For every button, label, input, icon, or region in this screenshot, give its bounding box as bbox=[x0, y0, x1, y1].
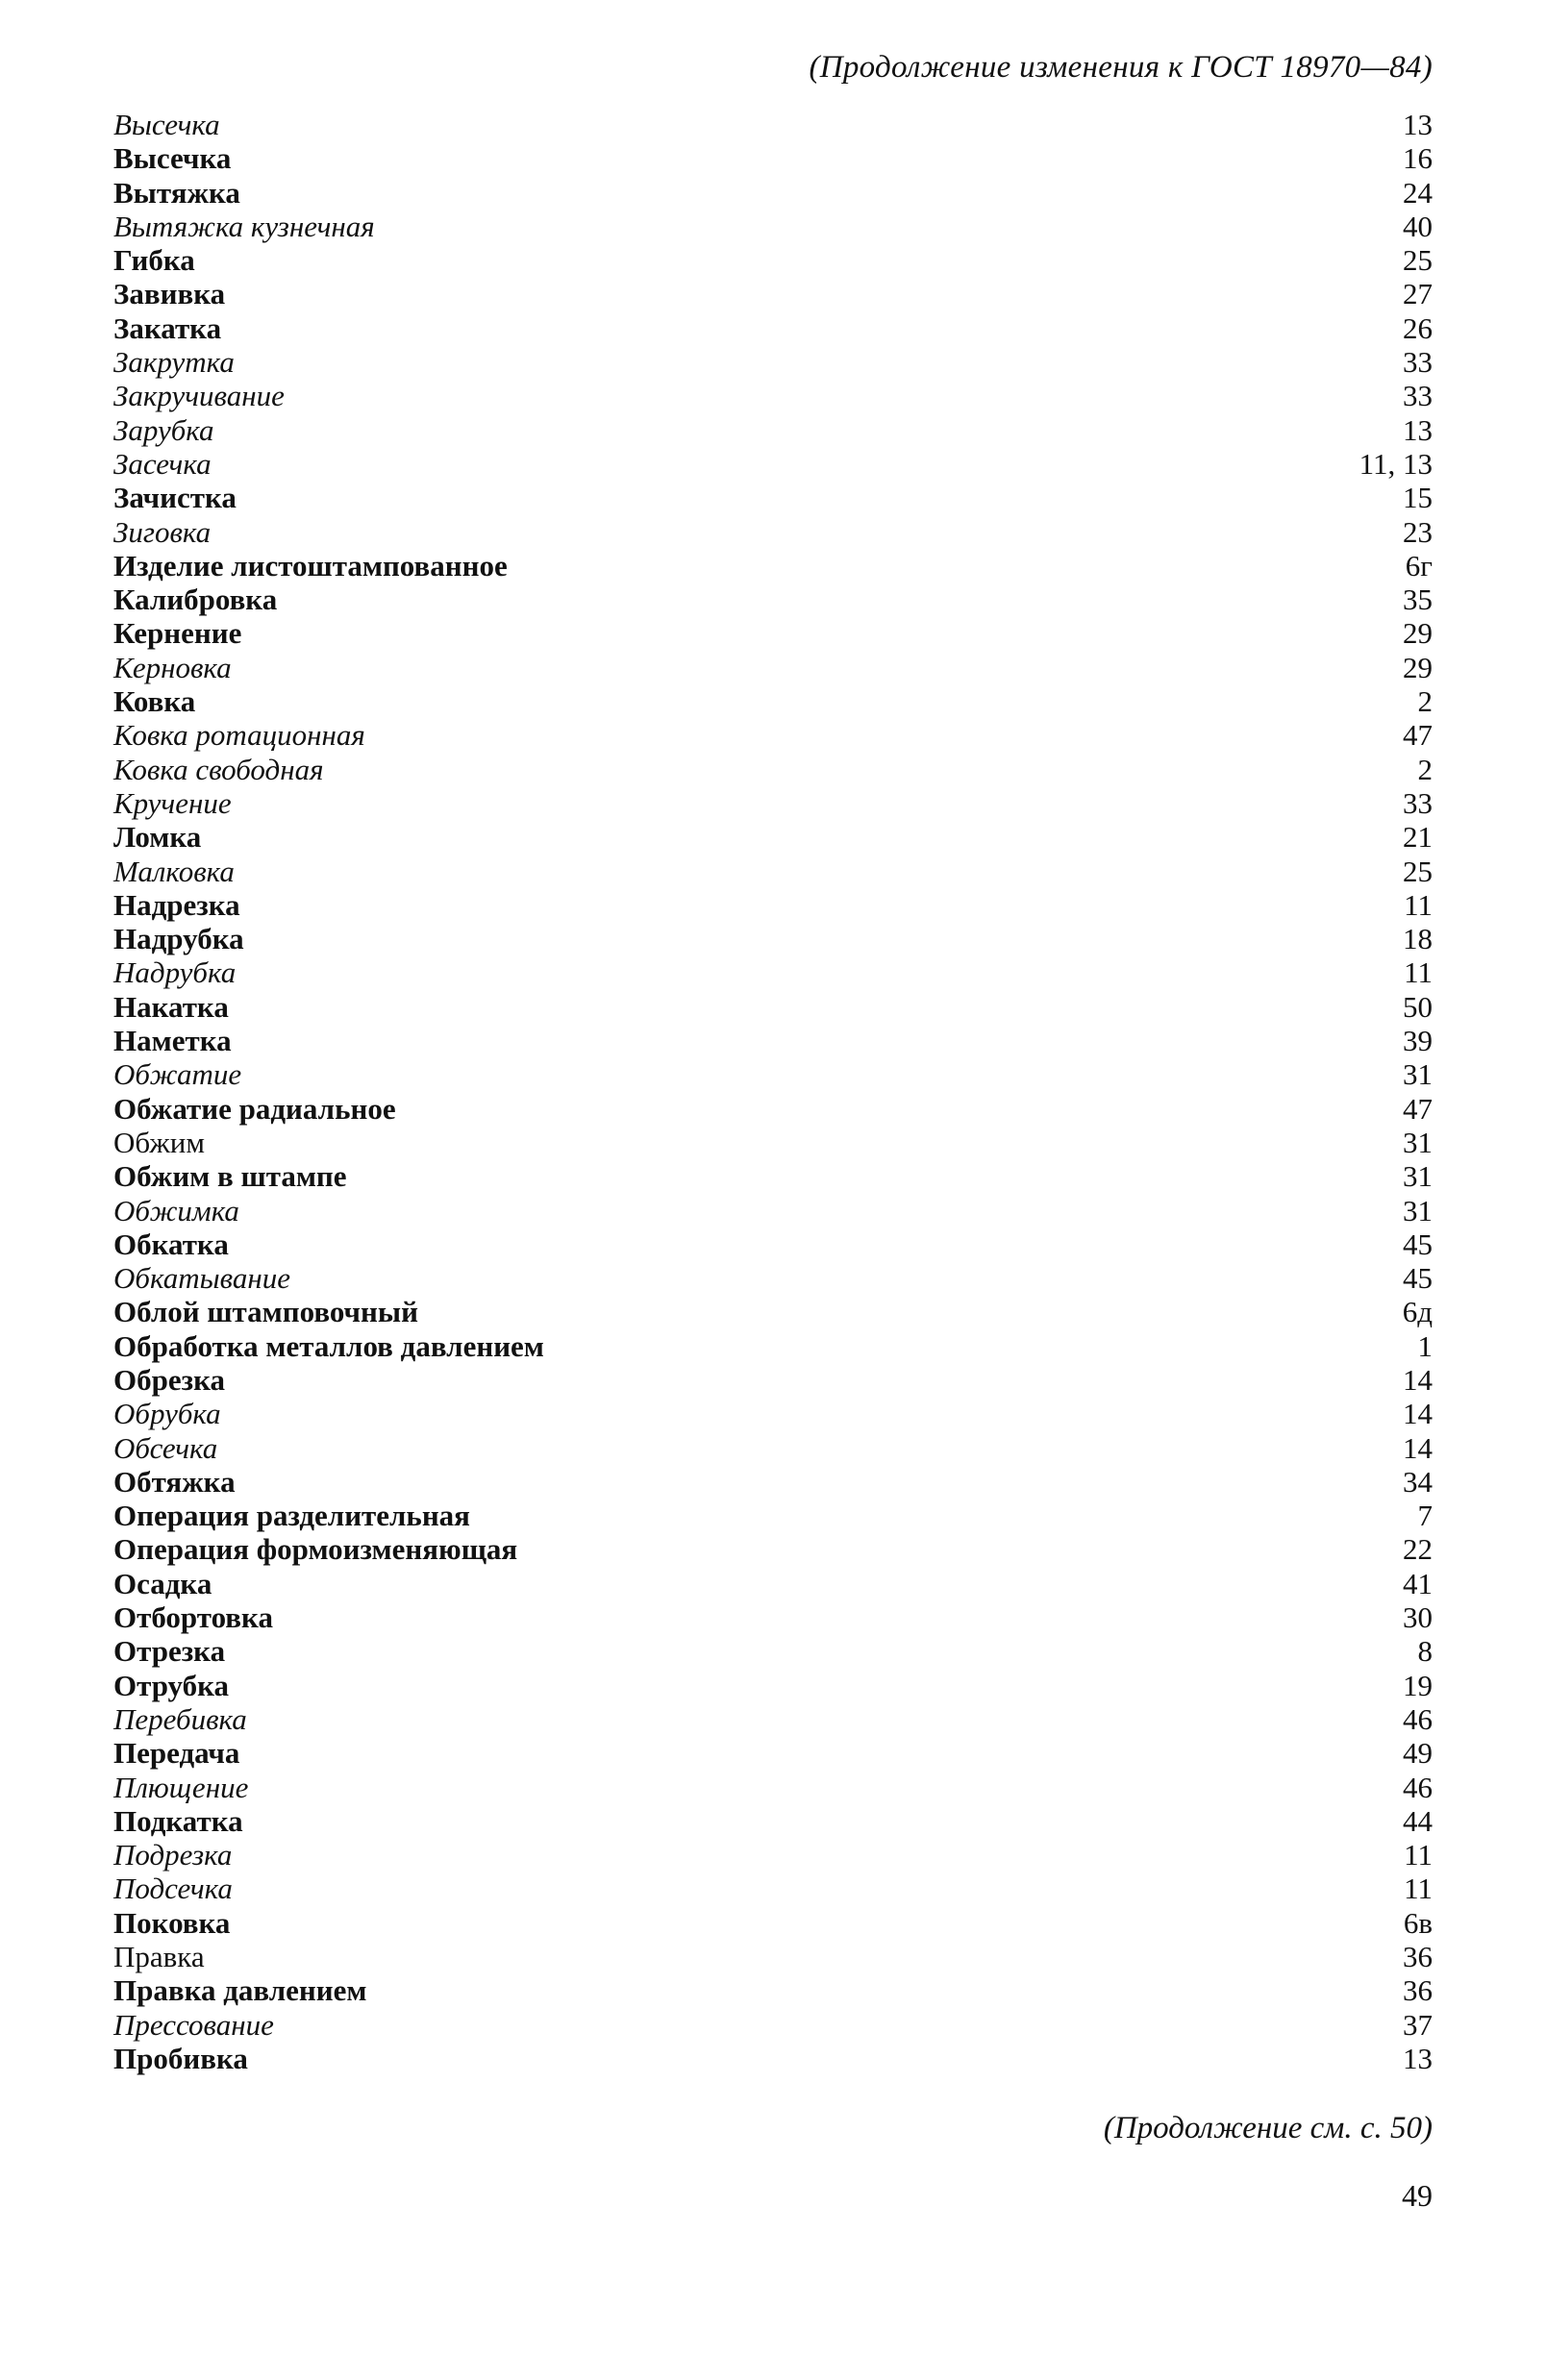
index-term: Надрубка bbox=[113, 955, 237, 990]
index-term: Зарубка bbox=[113, 412, 214, 447]
index-reference-number: 34 bbox=[1403, 1464, 1433, 1499]
index-entry bbox=[113, 1126, 1433, 1159]
index-reference-number: 31 bbox=[1403, 1057, 1433, 1092]
index-term: Правка давлением bbox=[113, 1973, 367, 2008]
page-header-continuation: (Продолжение изменения к ГОСТ 18970—84) bbox=[809, 50, 1433, 85]
index-entry bbox=[113, 1295, 1433, 1328]
index-entry bbox=[113, 1431, 1433, 1465]
index-entry bbox=[113, 1804, 1433, 1838]
index-entry bbox=[113, 1024, 1433, 1057]
index-term: Подрезка bbox=[113, 1838, 233, 1872]
index-term: Ломка bbox=[113, 820, 202, 855]
index-entry bbox=[113, 1159, 1433, 1193]
index-term: Плющение bbox=[113, 1770, 249, 1804]
index-term: Обрезка bbox=[113, 1362, 225, 1397]
index-entry bbox=[113, 1940, 1433, 1973]
index-term: Зачистка bbox=[113, 481, 237, 515]
index-reference-number: 6д bbox=[1402, 1295, 1433, 1329]
index-entry bbox=[113, 345, 1433, 379]
index-term: Обработка металлов давлением bbox=[113, 1328, 544, 1363]
index-entry bbox=[113, 1600, 1433, 1634]
index-term: Обкатка bbox=[113, 1227, 229, 1261]
index-term: Наметка bbox=[113, 1024, 232, 1058]
index-entry bbox=[113, 277, 1433, 310]
index-term: Поковка bbox=[113, 1905, 231, 1940]
index-term: Высечка bbox=[113, 141, 232, 176]
index-term: Завивка bbox=[113, 277, 226, 311]
index-term: Гибка bbox=[113, 243, 195, 278]
index-entry bbox=[113, 786, 1433, 820]
index-reference-number: 15 bbox=[1403, 481, 1433, 515]
index-reference-number: 11 bbox=[1404, 1872, 1433, 1906]
index-entry bbox=[113, 481, 1433, 514]
index-term: Вытяжка bbox=[113, 175, 240, 210]
index-entry bbox=[113, 1736, 1433, 1770]
index-entry bbox=[113, 855, 1433, 888]
index-reference-number: 30 bbox=[1403, 1600, 1433, 1635]
index-term: Обжим в штампе bbox=[113, 1159, 347, 1194]
index-term: Калибровка bbox=[113, 583, 278, 617]
index-term: Обрубка bbox=[113, 1397, 221, 1431]
index-reference-number: 44 bbox=[1403, 1803, 1433, 1838]
index-term: Керновка bbox=[113, 650, 232, 684]
index-entry bbox=[113, 1771, 1433, 1804]
index-term: Обжатие радиальное bbox=[113, 1091, 396, 1126]
index-entry bbox=[113, 447, 1433, 481]
index-reference-number: 23 bbox=[1403, 514, 1433, 549]
index-entry bbox=[113, 684, 1433, 718]
page-number: 49 bbox=[1402, 2178, 1433, 2213]
index-reference-number: 29 bbox=[1403, 650, 1433, 684]
index-reference-number: 2 bbox=[1417, 752, 1433, 786]
index-reference-number: 6г bbox=[1405, 548, 1433, 583]
index-term: Обкатывание bbox=[113, 1261, 290, 1296]
index-entry bbox=[113, 616, 1433, 650]
index-reference-number: 16 bbox=[1403, 141, 1433, 176]
index-reference-number: 2 bbox=[1417, 684, 1433, 719]
index-entry bbox=[113, 753, 1433, 786]
index-term: Операция разделительная bbox=[113, 1499, 470, 1533]
index-reference-number: 6в bbox=[1403, 1905, 1433, 1940]
index-entry bbox=[113, 515, 1433, 549]
index-term: Перебивка bbox=[113, 1701, 247, 1736]
index-entry bbox=[113, 820, 1433, 854]
index-term: Обжатие bbox=[113, 1057, 242, 1092]
index-term: Надрезка bbox=[113, 887, 240, 922]
page-footer-continuation: (Продолжение см. с. 50) bbox=[1103, 2111, 1433, 2145]
index-reference-number: 41 bbox=[1403, 1566, 1433, 1600]
index-entry bbox=[113, 1499, 1433, 1532]
index-entry bbox=[113, 1227, 1433, 1261]
index-reference-number: 14 bbox=[1403, 1397, 1433, 1431]
index-term: Закручивание bbox=[113, 379, 285, 413]
index-reference-number: 35 bbox=[1403, 583, 1433, 617]
index-entry bbox=[113, 718, 1433, 752]
index-reference-number: 13 bbox=[1403, 2041, 1433, 2075]
index-entry bbox=[113, 210, 1433, 243]
index-reference-number: 47 bbox=[1403, 1091, 1433, 1126]
index-reference-number: 27 bbox=[1403, 277, 1433, 311]
index-entry bbox=[113, 583, 1433, 616]
index-term: Закатка bbox=[113, 310, 222, 345]
index-term: Засечка bbox=[113, 446, 212, 481]
index-entry bbox=[113, 1872, 1433, 1905]
index-entry bbox=[113, 1634, 1433, 1668]
index-term: Кернение bbox=[113, 616, 242, 651]
index-reference-number: 31 bbox=[1403, 1193, 1433, 1227]
index-entry bbox=[113, 108, 1433, 141]
index-reference-number: 36 bbox=[1403, 1940, 1433, 1974]
index-entry bbox=[113, 379, 1433, 412]
index-entry bbox=[113, 2042, 1433, 2075]
index-reference-number: 39 bbox=[1403, 1024, 1433, 1058]
index-reference-number: 47 bbox=[1403, 718, 1433, 753]
index-reference-number: 7 bbox=[1417, 1499, 1433, 1533]
index-entry bbox=[113, 176, 1433, 210]
index-entry bbox=[113, 1906, 1433, 1940]
index-entry bbox=[113, 651, 1433, 684]
index-term: Обтяжка bbox=[113, 1464, 236, 1499]
index-reference-number: 13 bbox=[1403, 108, 1433, 141]
index-reference-number: 37 bbox=[1403, 2007, 1433, 2042]
index-entry bbox=[113, 922, 1433, 955]
index-entry bbox=[113, 311, 1433, 345]
index-reference-number: 11, 13 bbox=[1359, 446, 1433, 481]
index-term: Отрезка bbox=[113, 1634, 226, 1669]
index-reference-number: 1 bbox=[1417, 1328, 1433, 1363]
index-entry bbox=[113, 1465, 1433, 1499]
index-reference-number: 40 bbox=[1403, 209, 1433, 243]
index-term: Правка bbox=[113, 1940, 205, 1974]
index-term: Пробивка bbox=[113, 2041, 248, 2075]
index-term: Отрубка bbox=[113, 1668, 230, 1702]
index-entry bbox=[113, 1838, 1433, 1872]
index-term: Зиговка bbox=[113, 514, 212, 549]
index-reference-number: 46 bbox=[1403, 1701, 1433, 1736]
index-reference-number: 19 bbox=[1403, 1668, 1433, 1702]
index-term: Изделие листоштампованное bbox=[113, 548, 508, 583]
index-reference-number: 22 bbox=[1403, 1532, 1433, 1567]
index-term: Обжим bbox=[113, 1125, 206, 1159]
index-term: Накатка bbox=[113, 989, 229, 1024]
index-term: Облой штамповочный bbox=[113, 1295, 418, 1329]
index-entry bbox=[113, 2008, 1433, 2042]
index-reference-number: 33 bbox=[1403, 785, 1433, 820]
index-term: Закрутка bbox=[113, 345, 235, 380]
index-reference-number: 45 bbox=[1403, 1227, 1433, 1261]
index-term: Ковка ротационная bbox=[113, 718, 365, 753]
index-term: Осадка bbox=[113, 1566, 212, 1600]
index-reference-number: 45 bbox=[1403, 1261, 1433, 1296]
index-entry bbox=[113, 141, 1433, 175]
index-entry bbox=[113, 1973, 1433, 2007]
index-reference-number: 11 bbox=[1404, 887, 1433, 922]
index-entry bbox=[113, 1092, 1433, 1126]
index-term: Надрубка bbox=[113, 922, 244, 956]
index-term: Ковка свободная bbox=[113, 752, 324, 786]
index-term: Малковка bbox=[113, 854, 235, 888]
index-entry bbox=[113, 1329, 1433, 1363]
index-entry bbox=[113, 1194, 1433, 1227]
index-reference-number: 11 bbox=[1404, 955, 1433, 990]
index-term: Подсечка bbox=[113, 1872, 233, 1906]
index-entry bbox=[113, 1057, 1433, 1091]
index-reference-number: 14 bbox=[1403, 1362, 1433, 1397]
index-reference-number: 25 bbox=[1403, 243, 1433, 278]
index-reference-number: 26 bbox=[1403, 310, 1433, 345]
index-reference-number: 14 bbox=[1403, 1430, 1433, 1465]
index-term: Высечка bbox=[113, 108, 220, 141]
index-entry bbox=[113, 1261, 1433, 1295]
index-reference-number: 36 bbox=[1403, 1973, 1433, 2008]
index-reference-number: 18 bbox=[1403, 922, 1433, 956]
index-reference-number: 11 bbox=[1404, 1838, 1433, 1872]
index-reference-number: 49 bbox=[1403, 1736, 1433, 1771]
index-term: Кручение bbox=[113, 785, 232, 820]
index-entry bbox=[113, 413, 1433, 447]
index-reference-number: 24 bbox=[1403, 175, 1433, 210]
index-entry bbox=[113, 1397, 1433, 1430]
index-reference-number: 8 bbox=[1417, 1634, 1433, 1669]
index-entry bbox=[113, 1669, 1433, 1702]
index-reference-number: 46 bbox=[1403, 1770, 1433, 1804]
index-entry bbox=[113, 1363, 1433, 1397]
index-term: Отбортовка bbox=[113, 1600, 273, 1635]
index-reference-number: 13 bbox=[1403, 412, 1433, 447]
index-entry bbox=[113, 549, 1433, 583]
index-term: Прессование bbox=[113, 2007, 274, 2042]
index-term: Ковка bbox=[113, 684, 196, 719]
index-reference-number: 33 bbox=[1403, 379, 1433, 413]
index-reference-number: 31 bbox=[1403, 1125, 1433, 1159]
index-term: Вытяжка кузнечная bbox=[113, 209, 375, 243]
index-entry bbox=[113, 1532, 1433, 1566]
index-term: Операция формоизменяющая bbox=[113, 1532, 518, 1567]
index-entry bbox=[113, 888, 1433, 922]
index-entry bbox=[113, 990, 1433, 1024]
term-index-list bbox=[113, 108, 1433, 2075]
index-reference-number: 29 bbox=[1403, 616, 1433, 651]
index-entry bbox=[113, 1702, 1433, 1736]
index-term: Обжимка bbox=[113, 1193, 239, 1227]
index-term: Подкатка bbox=[113, 1803, 243, 1838]
index-entry bbox=[113, 955, 1433, 989]
index-reference-number: 31 bbox=[1403, 1159, 1433, 1194]
index-reference-number: 25 bbox=[1403, 854, 1433, 888]
index-entry bbox=[113, 1567, 1433, 1600]
index-term: Передача bbox=[113, 1736, 240, 1771]
index-reference-number: 50 bbox=[1403, 989, 1433, 1024]
index-reference-number: 21 bbox=[1403, 820, 1433, 855]
index-entry bbox=[113, 243, 1433, 277]
index-term: Обсечка bbox=[113, 1430, 218, 1465]
index-reference-number: 33 bbox=[1403, 345, 1433, 380]
